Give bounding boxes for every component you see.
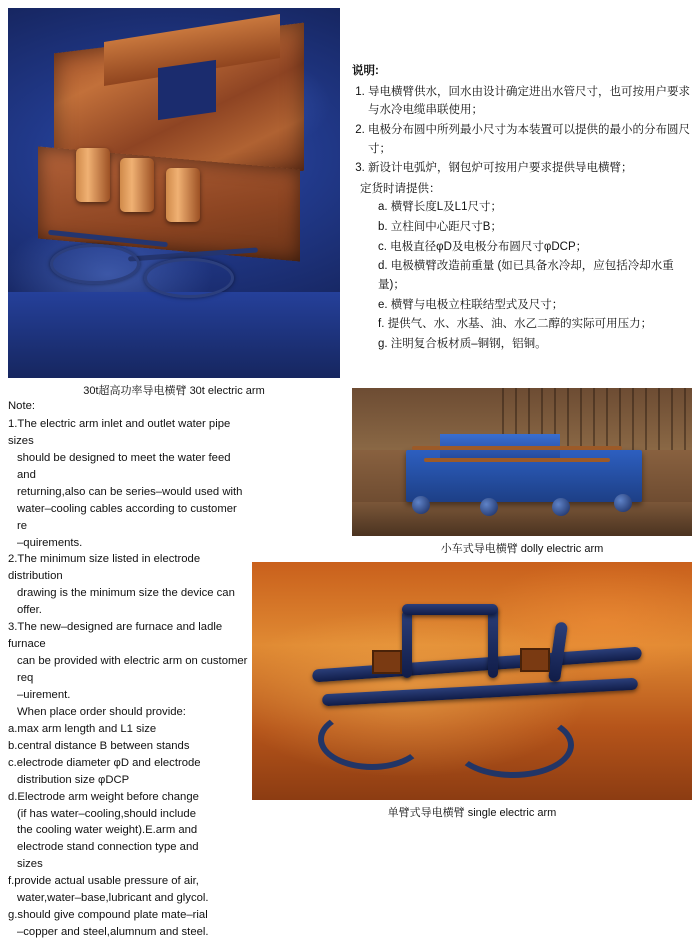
arm-tube xyxy=(402,604,498,615)
photo-floor xyxy=(352,502,692,536)
dolly-wheel xyxy=(552,498,570,516)
english-note-text: The new–designed are furnace and ladle furnace xyxy=(8,621,223,651)
english-order-item: –copper and steel,alumnum and steel. xyxy=(17,926,209,939)
english-note-text: –quirements. xyxy=(17,536,83,549)
chinese-order-item: g. 注明复合板材质–铜钢，铝铜。 xyxy=(378,337,547,350)
english-note-text: The minimum size listed in electrode distribution xyxy=(8,553,201,583)
chinese-order-item: e. 横臂与电极立柱联结型式及尺寸； xyxy=(378,298,564,311)
english-note-text: can be provided with electric arm on customer req xyxy=(17,655,248,684)
photo-dolly-electric-arm xyxy=(352,388,692,555)
chinese-order-item: d. 电极横臂改造前重量 (如已具备水冷却，应包括冷却水重量)； xyxy=(378,260,674,291)
chinese-order-list xyxy=(378,198,690,353)
english-order-item: f.provide actual usable pressure of air, xyxy=(8,875,199,888)
english-note-text: water–cooling cables according to customer re xyxy=(17,502,237,532)
copper-pipe xyxy=(424,458,610,462)
english-order-item: g.should give compound plate mate–rial xyxy=(8,909,208,922)
chinese-order-item: b. 立柱间中心距尺寸B； xyxy=(378,221,502,233)
english-note-text: should be designed to meet the water feed and xyxy=(17,451,231,481)
copper-cylinder xyxy=(166,168,200,222)
english-note-text: drawing is the minimum size the device can offer. xyxy=(17,587,235,617)
english-order-item: sizes xyxy=(17,858,43,871)
chinese-note-item: 2. 电极分布圆中所列最小尺寸为本装置可以提供的最小的分布圆尺寸； xyxy=(368,121,690,158)
chinese-order-item: f. 提供气、水、水基、油、水乙二醇的实际可用压力； xyxy=(378,318,653,331)
chinese-order-head: 定货时请提供： xyxy=(360,182,441,195)
english-order-item: d.Electrode arm weight before change xyxy=(8,790,199,803)
english-order-item: b.central distance B between stands xyxy=(8,739,190,752)
english-order-item: the cooling water weight).E.arm and xyxy=(17,824,198,837)
arm-bend xyxy=(452,712,574,778)
chinese-order-item: a. 横臂长度L及L1尺寸； xyxy=(378,201,502,214)
photo-floor xyxy=(8,292,340,378)
english-note-item-3-line xyxy=(8,619,248,653)
english-note-number: 3. xyxy=(8,621,18,634)
electrode-ring xyxy=(50,244,140,284)
english-order-item: distribution size φDCP xyxy=(17,773,130,786)
english-note-block xyxy=(8,398,248,941)
electrode-clamp xyxy=(372,650,402,674)
dolly-wheel xyxy=(480,498,498,516)
english-order-item: water,water–base,lubricant and glycol. xyxy=(17,892,209,905)
chinese-note-block xyxy=(352,62,690,354)
arm-notch xyxy=(158,60,216,120)
english-note-item-1-line xyxy=(8,416,248,450)
dolly-wheel xyxy=(412,496,430,514)
copper-pipe xyxy=(412,446,622,450)
english-order-item: a.max arm length and L1 size xyxy=(8,722,157,735)
electrode-clamp xyxy=(520,648,550,672)
photo-caption: 单臂式导电横臂 single electric arm xyxy=(387,807,557,819)
arm-tube xyxy=(402,610,412,678)
chinese-note-list xyxy=(352,83,690,178)
photo-30t-electric-arm xyxy=(8,8,340,397)
arm-tube xyxy=(488,606,498,678)
english-note-text: returning,also can be series–would used with xyxy=(17,485,243,498)
chinese-note-item: 3. 新设计电弧炉，钢包炉可按用户要求提供导电横臂； xyxy=(368,159,690,178)
chinese-order-item: c. 电极直径φD及电极分布圆尺寸φDCP； xyxy=(378,240,588,253)
photo-caption: 30t超高功率导电横臂 30t electric arm xyxy=(83,385,265,397)
photo-caption: 小车式导电横臂 dolly electric arm xyxy=(440,543,604,555)
english-note-item-2-line xyxy=(8,551,248,585)
english-order-item: (if has water–cooling,should include xyxy=(17,807,196,820)
chinese-note-item: 1. 导电横臂供水，回水由设计确定进出水管尺寸，也可按用户要求与水冷电缆串联使用； xyxy=(368,83,690,120)
english-note-number: 2. xyxy=(8,553,18,566)
copper-cylinder xyxy=(120,158,154,212)
english-note-text: The electric arm inlet and outlet water pipe sizes xyxy=(8,417,231,447)
arm-bend xyxy=(318,708,426,770)
english-order-item: electrode stand connection type and xyxy=(17,841,199,854)
copper-cylinder xyxy=(76,148,110,202)
electrode-ring xyxy=(144,258,234,298)
english-order-item: c.electrode diameter φD and electrode xyxy=(8,756,201,769)
chinese-note-title: 说明: xyxy=(352,65,379,77)
english-note-text: –uirement. xyxy=(17,688,71,701)
english-note-number: 1. xyxy=(8,417,18,430)
english-note-title: Note: xyxy=(8,400,36,412)
english-order-head: When place order should provide: xyxy=(17,705,186,718)
photo-single-electric-arm xyxy=(252,562,692,819)
dolly-wheel xyxy=(614,494,632,512)
